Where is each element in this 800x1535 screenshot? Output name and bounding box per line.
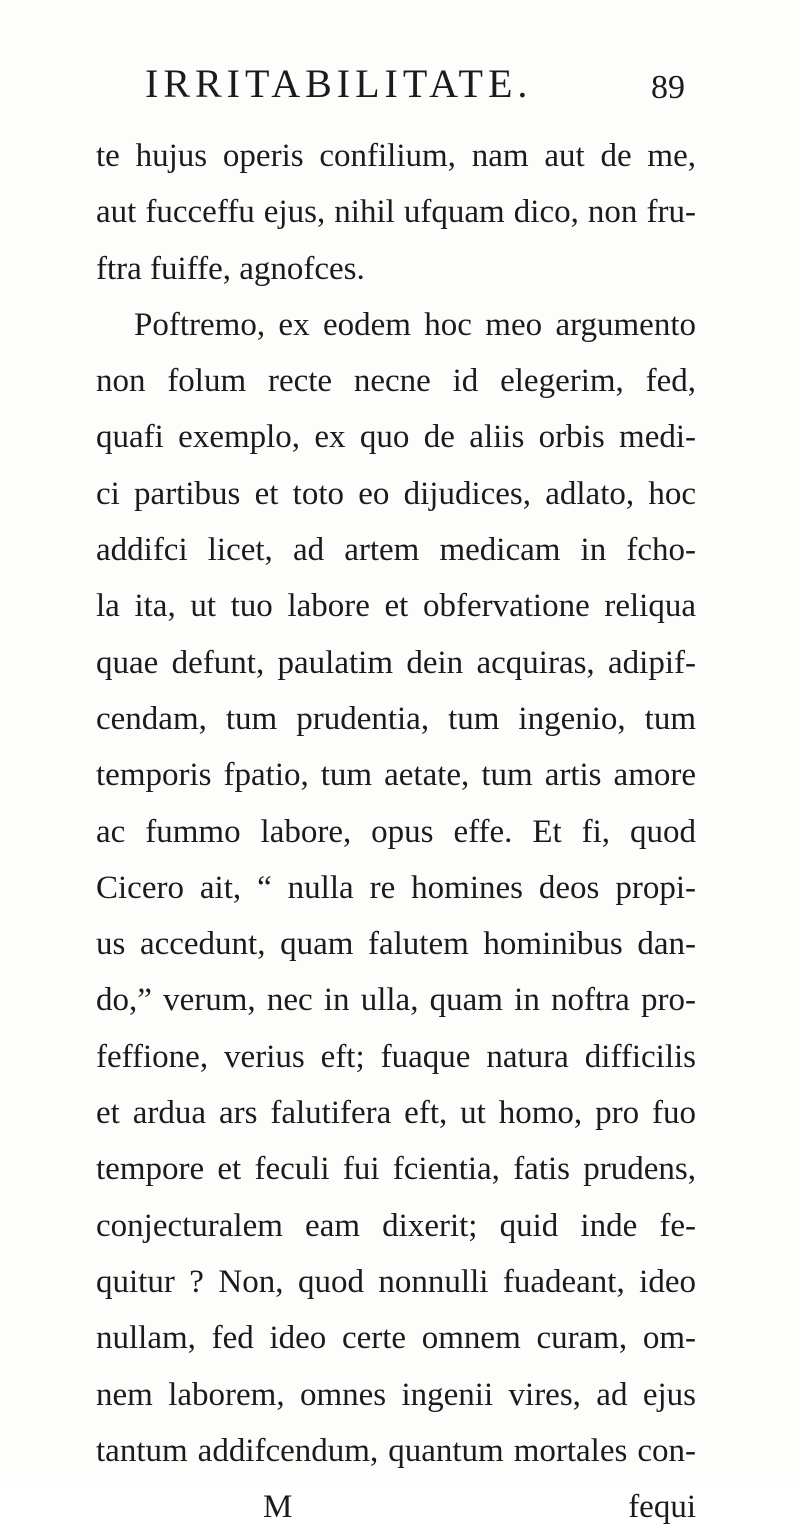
- text-line: us accedunt, quam falutem hominibus dan-: [96, 926, 696, 963]
- text-line: Poftremo, ex eodem hoc meo argumento: [134, 306, 696, 343]
- running-head: [145, 58, 685, 110]
- text-line: do,” verum, nec in ulla, quam in noftra pro-: [96, 982, 696, 1019]
- text-line: conjecturalem eam dixerit; quid inde fe-: [96, 1207, 696, 1244]
- text-line: et ardua ars falutifera eft, ut homo, pro fuo: [96, 1095, 696, 1132]
- text-line: quafi exemplo, ex quo de aliis orbis medi-: [96, 419, 696, 456]
- text-line: aut fucceffu ejus, nihil ufquam dico, non fru-: [96, 194, 696, 231]
- text-line: non folum recte necne id elegerim, fed,: [96, 363, 696, 400]
- text-line: quitur ? Non, quod nonnulli fuadeant, ideo: [96, 1263, 696, 1300]
- page-footer: [96, 1479, 696, 1535]
- signature-mark: M: [263, 1489, 293, 1526]
- running-title: IRRITABILITATE.: [145, 61, 533, 106]
- text-line: te hujus operis confilium, nam aut de me,: [96, 138, 696, 174]
- text-line: feffione, verius eft; fuaque natura difficilis: [96, 1038, 696, 1075]
- text-line: nem laborem, omnes ingenii vires, ad ejus: [96, 1376, 696, 1413]
- text-line: addifci licet, ad artem medicam in fcho-: [96, 532, 696, 569]
- text-line: quae defunt, paulatim dein acquiras, adipif-: [96, 644, 696, 681]
- text-line: nullam, fed ideo certe omnem curam, om-: [96, 1320, 696, 1357]
- catchword: fequi: [628, 1489, 696, 1526]
- text-line: ci partibus et toto eo dijudices, adlato, hoc: [96, 475, 696, 512]
- text-line: temporis fpatio, tum aetate, tum artis amore: [96, 757, 696, 794]
- page-number: 89: [651, 69, 685, 106]
- body-text: [96, 128, 696, 1535]
- text-line: Cicero ait, “ nulla re homines deos propi-: [96, 869, 696, 906]
- text-line: tantum addifcendum, quantum mortales con-: [96, 1432, 696, 1469]
- text-line: tempore et feculi fui fcientia, fatis prudens,: [96, 1151, 696, 1188]
- text-line: la ita, ut tuo labore et obfervatione reliqua: [96, 588, 696, 625]
- text-line: ftra fuiffe, agnofces.: [96, 250, 365, 287]
- text-line: ac fummo labore, opus effe. Et fi, quod: [96, 813, 696, 850]
- text-line: cendam, tum prudentia, tum ingenio, tum: [96, 700, 696, 737]
